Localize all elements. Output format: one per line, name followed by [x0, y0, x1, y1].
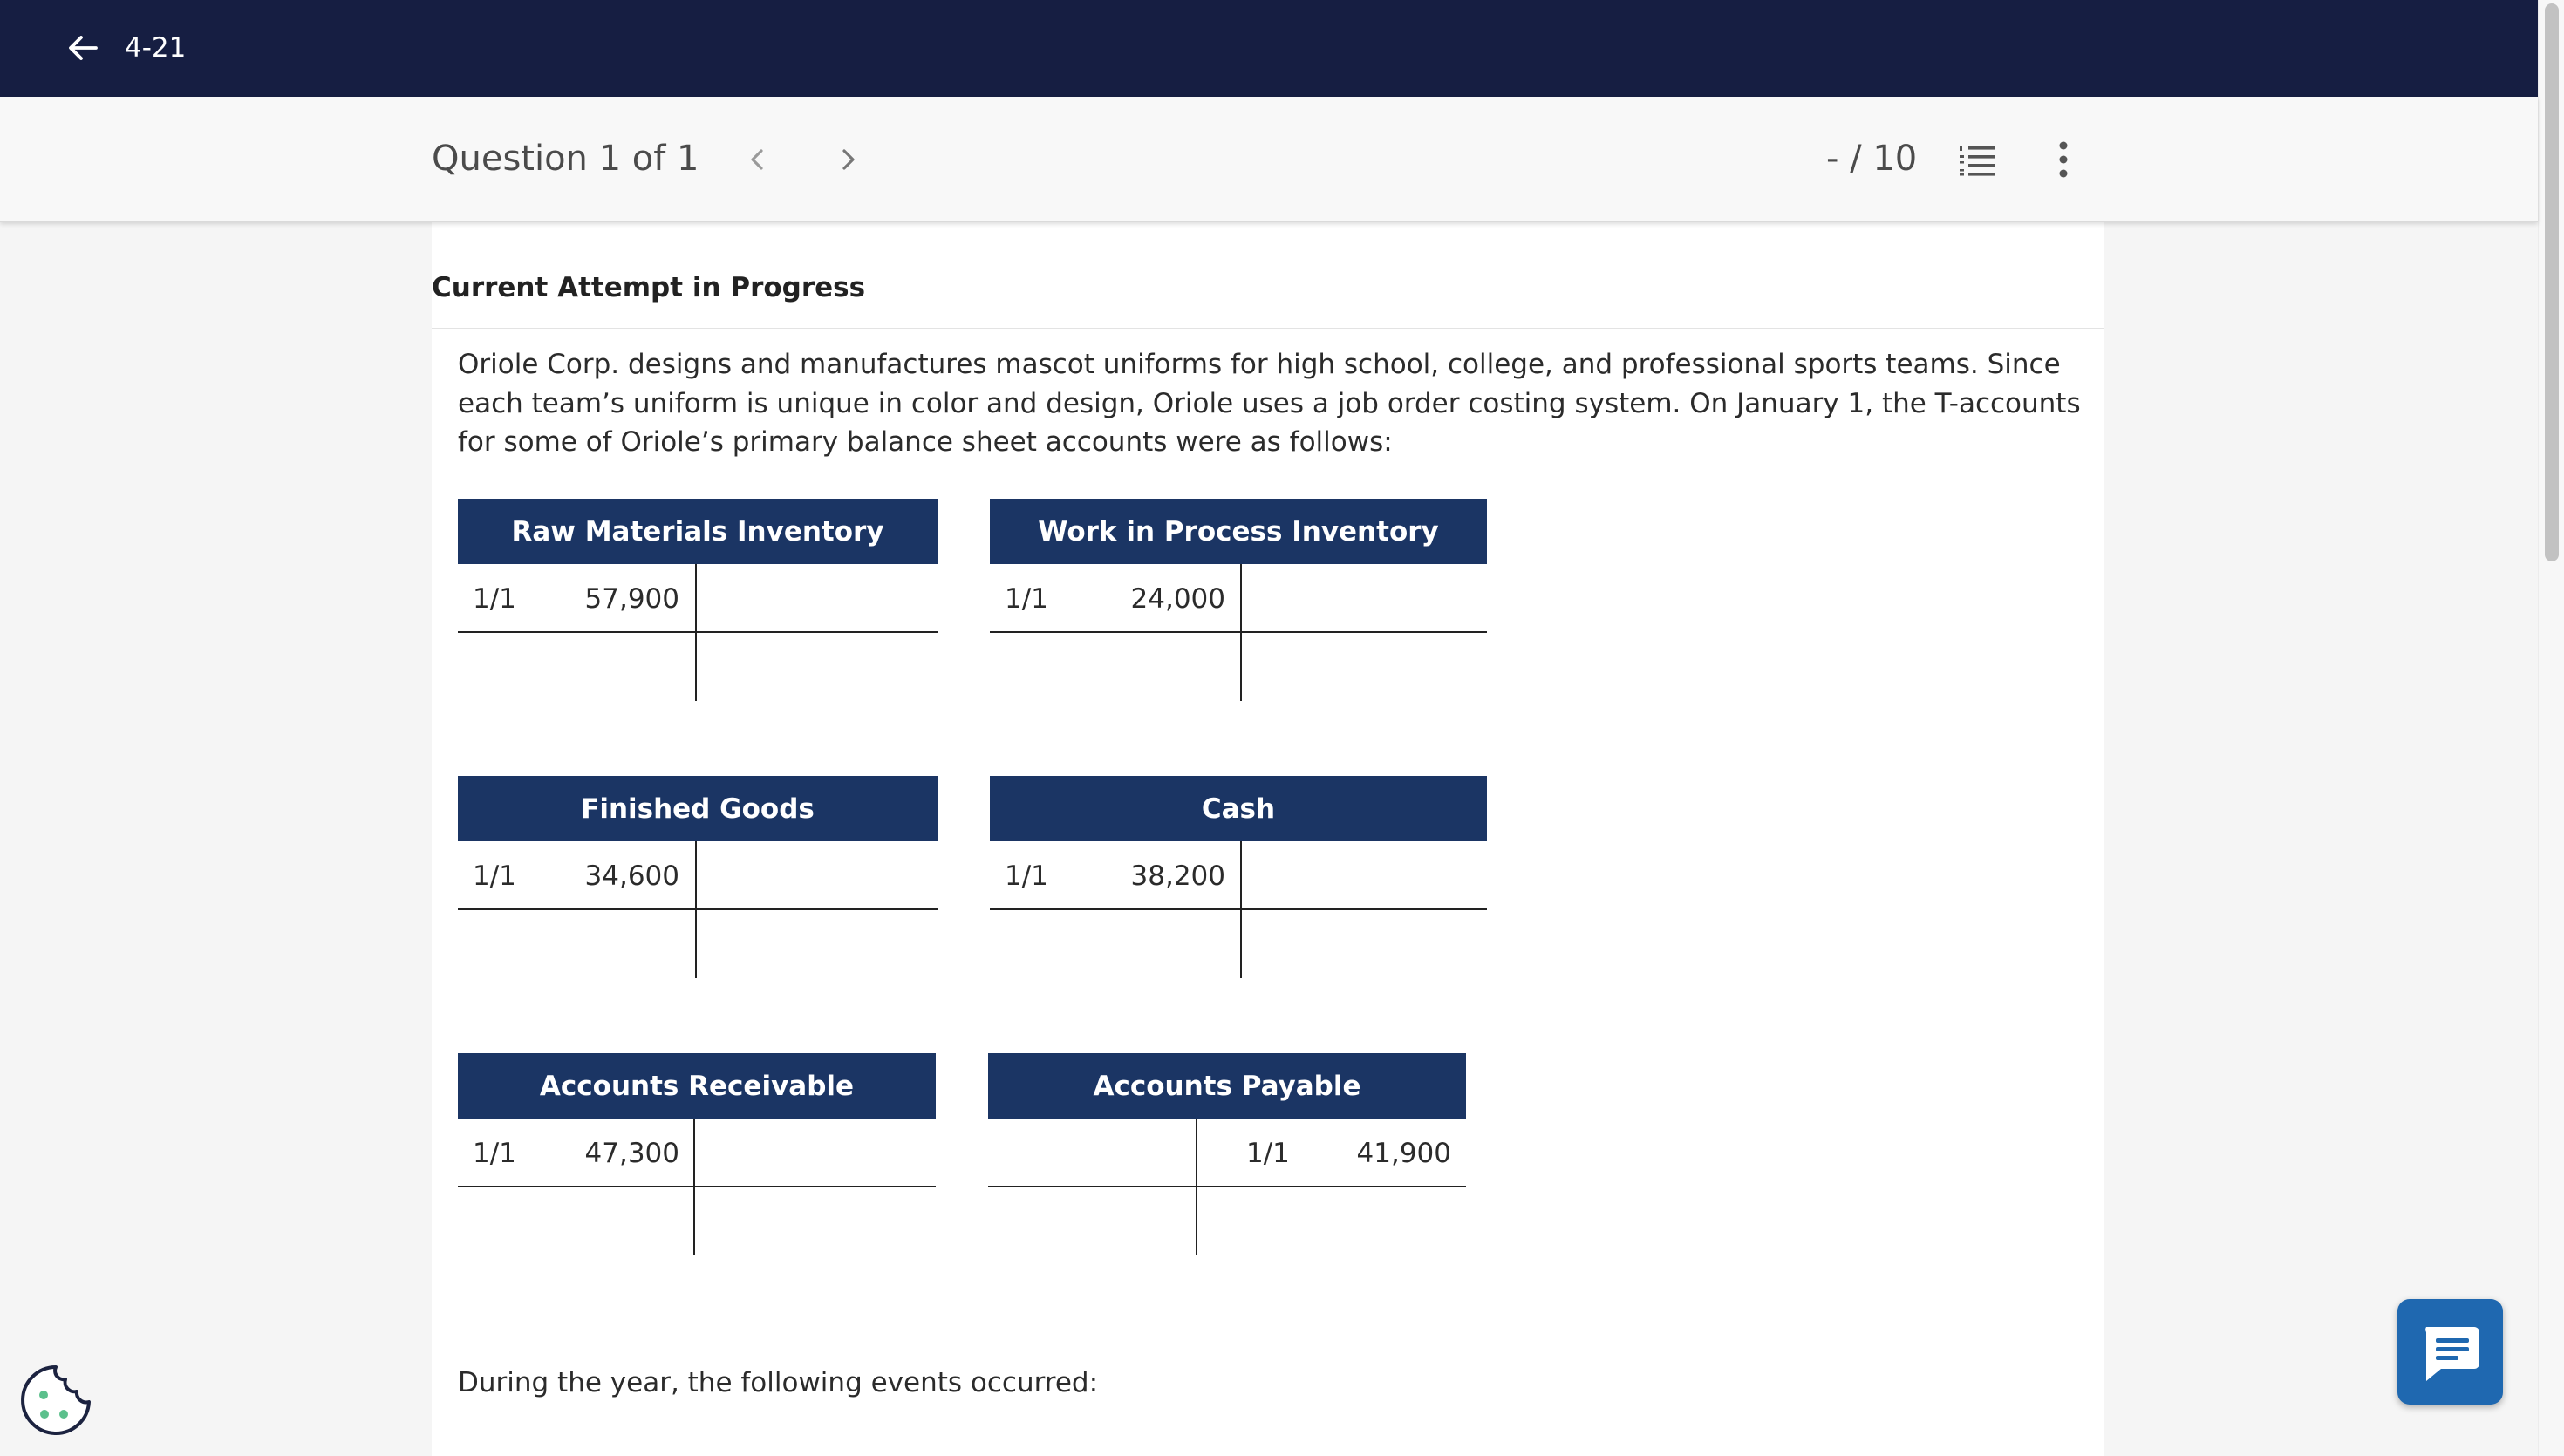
t-account-title: Finished Goods	[458, 776, 938, 841]
score-display: - / 10	[1826, 139, 1918, 179]
t-account-title: Raw Materials Inventory	[458, 499, 938, 564]
t-account-date: 1/1	[473, 583, 516, 615]
t-account-amount: 57,900	[584, 583, 679, 615]
next-question-button[interactable]	[833, 142, 864, 177]
t-account-work-in-process	[990, 499, 1487, 701]
t-account-amount: 38,200	[1130, 861, 1225, 892]
t-account-divider	[1240, 564, 1242, 701]
question-bar	[0, 97, 2538, 222]
previous-question-button[interactable]	[741, 142, 773, 177]
t-account-date: 1/1	[1005, 861, 1048, 892]
question-paragraph: Oriole Corp. designs and manufactures mascot uniforms for high school, college, and professional sports teams. Since each team’s uniform is unique in color and design, Oriole uses a job order costing system. On January 1, the T-accounts for some of Oriole’s primary balance sheet accounts were as follows:	[458, 349, 2081, 458]
t-account-amount: 41,900	[1356, 1138, 1451, 1169]
chat-support-button[interactable]	[2397, 1299, 2503, 1405]
t-account-accounts-receivable	[458, 1053, 936, 1255]
numbered-list-icon	[1958, 140, 1998, 179]
t-account-divider	[1240, 841, 1242, 978]
t-account-rule	[458, 631, 938, 633]
t-account-cash	[990, 776, 1487, 978]
arrow-left-icon	[66, 31, 99, 65]
t-account-title: Accounts Payable	[988, 1053, 1466, 1119]
t-account-rule	[458, 1186, 936, 1187]
chat-icon	[2397, 1299, 2503, 1405]
assignment-title: 4-21	[125, 32, 187, 64]
question-counter: Question 1 of 1	[432, 139, 699, 179]
t-account-title: Work in Process Inventory	[990, 499, 1487, 564]
cookie-settings-button[interactable]	[17, 1362, 94, 1439]
more-vertical-icon	[2049, 139, 2077, 180]
chevron-left-icon	[741, 142, 773, 177]
t-account-divider	[693, 1119, 695, 1255]
t-account-rule	[458, 908, 938, 910]
t-account-date: 1/1	[1005, 583, 1048, 615]
t-account-date: 1/1	[473, 861, 516, 892]
t-account-rule	[988, 1186, 1466, 1187]
divider	[432, 328, 2104, 329]
t-account-divider	[1196, 1119, 1197, 1255]
page-scrollbar[interactable]	[2538, 0, 2564, 1456]
t-account-title: Cash	[990, 776, 1487, 841]
question-content	[432, 221, 2104, 1456]
t-account-raw-materials	[458, 499, 938, 701]
t-account-rule	[990, 908, 1487, 910]
t-account-divider	[695, 841, 697, 978]
chevron-right-icon	[833, 142, 864, 177]
question-list-button[interactable]	[1958, 140, 1998, 179]
t-account-amount: 47,300	[584, 1138, 679, 1169]
t-account-divider	[695, 564, 697, 701]
events-intro: During the year, the following events occurred:	[458, 1367, 1099, 1398]
t-account-title: Accounts Receivable	[458, 1053, 936, 1119]
top-bar	[0, 0, 2538, 97]
t-account-date: 1/1	[473, 1138, 516, 1169]
t-account-amount: 34,600	[584, 861, 679, 892]
attempt-status: Current Attempt in Progress	[432, 272, 866, 303]
more-options-button[interactable]	[2049, 139, 2077, 180]
scrollbar-thumb[interactable]	[2545, 3, 2559, 561]
back-button[interactable]	[66, 31, 99, 65]
t-account-finished-goods	[458, 776, 938, 978]
t-account-accounts-payable	[988, 1053, 1466, 1255]
t-account-date: 1/1	[1246, 1138, 1290, 1169]
t-account-rule	[990, 631, 1487, 633]
t-account-amount: 24,000	[1130, 583, 1225, 615]
cookie-icon	[17, 1362, 94, 1439]
